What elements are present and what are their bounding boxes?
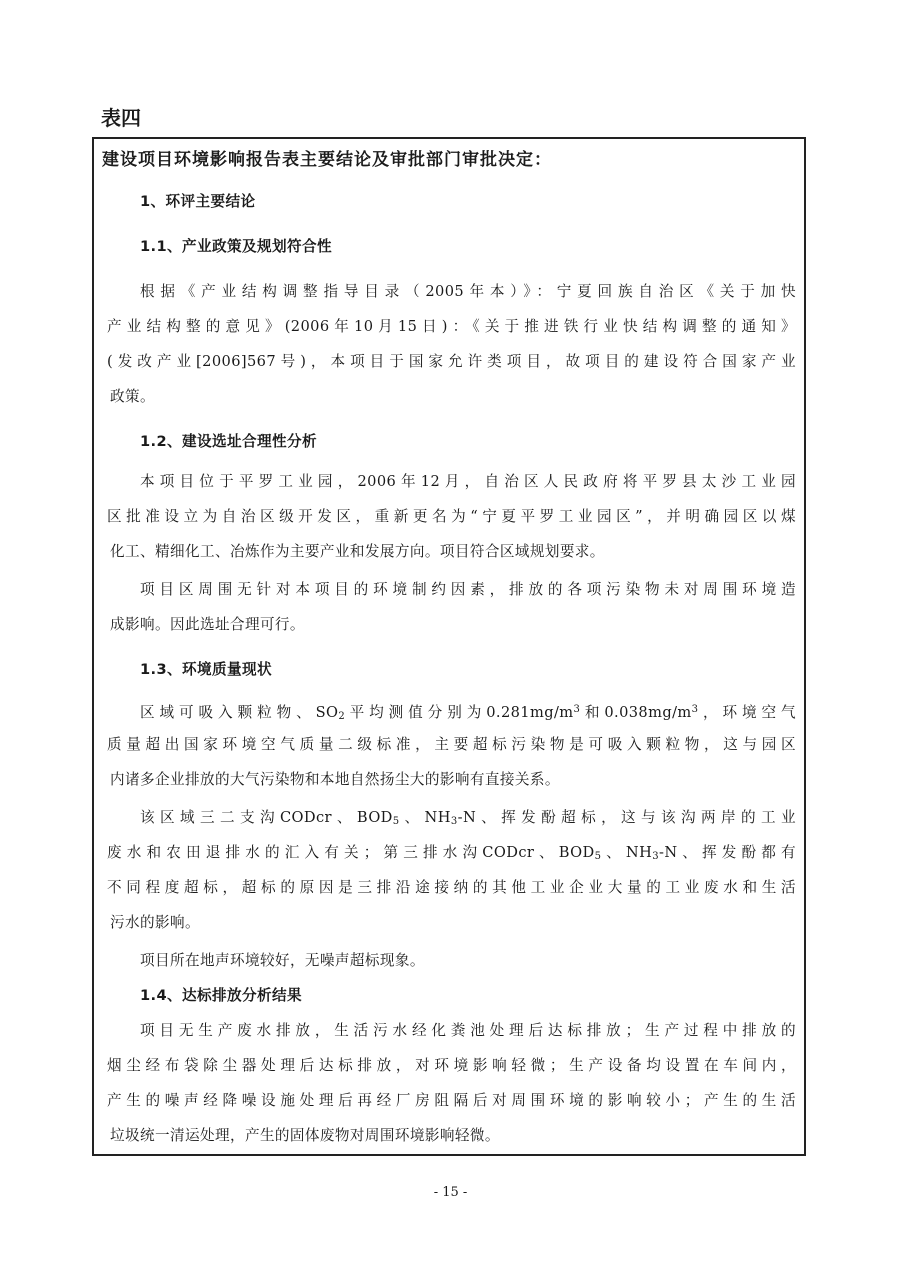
paragraph-line: 区批准设立为自治区级开发区，重新更名为“宁夏平罗工业园区”，并明确园区以煤 [107,508,796,525]
conclusion-table [92,137,806,1156]
paragraph-line: 根据《产业结构调整指导目录（2005年本）》：宁夏回族自治区《关于加快 [140,283,796,300]
paragraph-line: 废水和农田退排水的汇入有关；第三排水沟CODcr、$BOD_5$、$NH_3-N$、挥发酚都有 [107,844,796,862]
paragraph-line: 区域可吸入颗粒物、$SO_2$平均测值分别为$0.281mg/m^3$和$0.038mg/m^3$，环境空气 [140,704,796,722]
section-heading-1-3: 1.3、环境质量现状 [140,661,273,678]
paragraph-line: 内诸多企业排放的大气污染物和本地自然扬尘大的影响有直接关系。 [110,771,560,788]
paragraph-line: 烟尘经布袋除尘器处理后达标排放，对环境影响轻微；生产设备均设置在车间内， [107,1057,796,1074]
section-heading-1: 1、环评主要结论 [140,193,256,210]
paragraph-line: 产业结构整的意见》(2006年10月15日)：《关于推进铁行业快结构调整的通知》 [107,318,796,335]
table-title: 建设项目环境影响报告表主要结论及审批部门审批决定： [102,150,552,170]
paragraph-line: 项目区周围无针对本项目的环境制约因素，排放的各项污染物未对周围环境造 [140,581,796,598]
paragraph-line: (发改产业[2006]567号)，本项目于国家允许类项目，故项目的建设符合国家产业 [107,353,796,370]
table-label: 表四 [101,106,141,130]
paragraph-line: 项目无生产废水排放，生活污水经化粪池处理后达标排放；生产过程中排放的 [140,1022,796,1039]
section-heading-1-4: 1.4、达标排放分析结果 [140,987,302,1004]
paragraph-line: 项目所在地声环境较好，无噪声超标现象。 [140,952,425,969]
paragraph-line: 该区域三二支沟CODcr、$BOD_5$、$NH_3-N$、挥发酚超标，这与该沟两岸的工业 [140,809,796,827]
paragraph-line: 质量超出国家环境空气质量二级标准，主要超标污染物是可吸入颗粒物，这与园区 [107,736,796,753]
section-heading-1-2: 1.2、建设选址合理性分析 [140,433,317,450]
paragraph-line: 产生的噪声经降噪设施处理后再经厂房阻隔后对周围环境的影响较小；产生的生活 [107,1092,796,1109]
paragraph-line: 政策。 [110,388,155,405]
section-heading-1-1: 1.1、产业政策及规划符合性 [140,238,332,255]
paragraph-line: 化工、精细化工、冶炼作为主要产业和发展方向。项目符合区域规划要求。 [110,543,605,560]
page-number: - 15 - [433,1185,468,1200]
paragraph-line: 不同程度超标，超标的原因是三排沿途接纳的其他工业企业大量的工业废水和生活 [107,879,796,896]
paragraph-line: 污水的影响。 [110,914,200,931]
paragraph-line: 垃圾统一清运处理，产生的固体废物对周围环境影响轻微。 [110,1127,500,1144]
paragraph-line: 本项目位于平罗工业园，2006年12月，自治区人民政府将平罗县太沙工业园 [140,473,796,490]
paragraph-line: 成影响。因此选址合理可行。 [110,616,305,633]
